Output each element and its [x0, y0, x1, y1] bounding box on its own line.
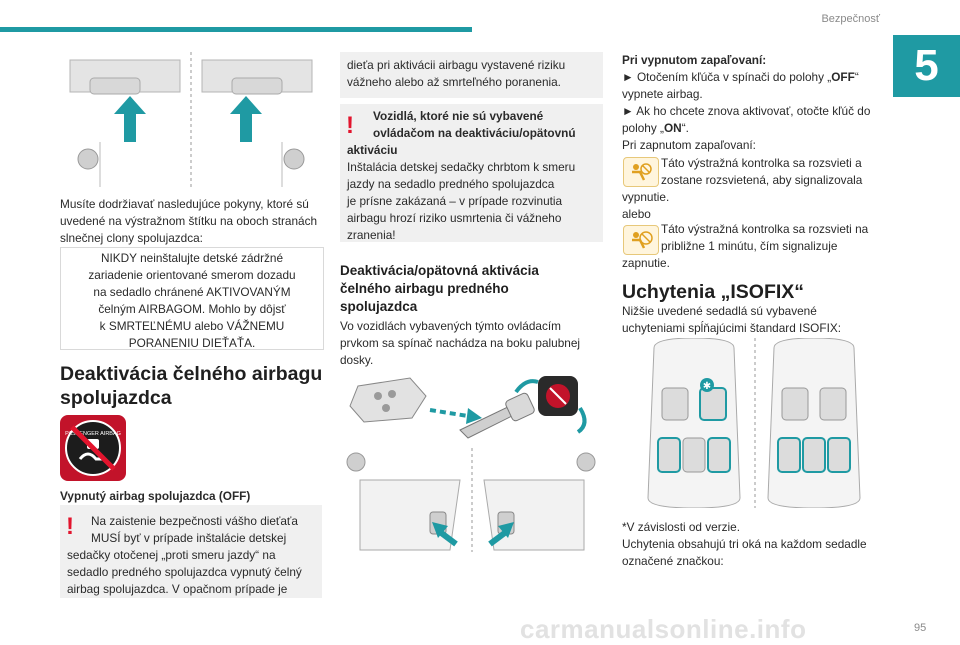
warning-title-line: Vozidlá, ktoré nie sú vybavené [373, 109, 544, 123]
svg-text:✱: ✱ [702, 381, 712, 392]
airbag-on-warning-lamp-icon [623, 225, 659, 255]
section-title: Bezpečnosť [821, 13, 880, 25]
on-position-label: ON [663, 121, 682, 135]
intro-line: Nižšie uvedené sedadlá sú vybavené [622, 304, 817, 318]
watermark: carmanualsonline.info [520, 614, 807, 644]
closing-line: Uchytenia obsahujú tri oká na každom sedadle [622, 537, 867, 551]
airbag-icon-text: PASSENGER AIRBAG [65, 431, 121, 437]
isofix-heading: Uchytenia „ISOFIX“ [622, 281, 805, 303]
lamp1-line: zostane rozsvietená, aby signalizovala [661, 173, 863, 187]
warning-body-line: jazdy na sedadlo predného spolujazdca [347, 177, 555, 191]
warning-line: vážneho alebo až smrteľného poranenia. [347, 75, 561, 89]
label-line: zariadenie orientované smerom dozadu [88, 268, 296, 282]
text-run: “ [854, 70, 859, 84]
airbag-off-icon [60, 415, 126, 481]
footnote: *V závislosti od verzie. [622, 520, 741, 534]
warning-body-line: airbagu hrozí riziko usmrtenia či vážneho [347, 211, 562, 225]
warning-exclamation-icon: ! [66, 513, 74, 540]
heading-line: Deaktivácia čelného airbagu [60, 363, 323, 385]
off-position-label: OFF [831, 70, 855, 84]
body-line: dosky. [340, 353, 374, 367]
section-heading [60, 362, 335, 410]
header-accent-bar [0, 27, 472, 32]
warning-title-line: aktiváciu [347, 143, 398, 157]
page-number: 95 [914, 622, 927, 634]
lamp2-after: zapnutie. [622, 256, 670, 270]
warning-box-no-switch [340, 104, 603, 242]
warning-body-line: Inštalácia detskej sedačky chrbtom k smeru [347, 160, 576, 174]
label-line: NIKDY neinštalujte detské zádržné [100, 251, 284, 265]
on-step-line1: ► Ak ho chcete znova aktivovať, otočte kľúč do [622, 104, 871, 118]
heading-line: čelného airbagu predného [340, 281, 509, 296]
warning-line: dieťa pri aktivácii airbagu vystavené riziku [347, 58, 566, 72]
subsection-heading [340, 262, 605, 316]
warning-body-line: je prísne zakázaná – v prípade rozvinutia [347, 194, 563, 208]
body-line: Vo vozidlách vybavených týmto ovládacím [340, 319, 561, 333]
isofix-intro [622, 303, 892, 337]
on-step-line2 [622, 120, 689, 137]
warning-line: Na zaistenie bezpečnosti vášho dieťaťa [91, 514, 298, 528]
closing-text [622, 536, 892, 570]
lamp2-line: približne 1 minútu, čím signalizuje [661, 239, 838, 253]
text-run: polohy „ [622, 121, 664, 135]
warning-line: MUSÍ byť v prípade inštalácie detskej [91, 531, 287, 545]
heading-line: spolujazdca [60, 387, 172, 409]
warning-box-child-seat [60, 505, 322, 598]
warning-exclamation-icon: ! [346, 112, 354, 139]
chapter-number-tab: 5 [893, 35, 960, 97]
warning-line: sedadlo predného spolujazdca vypnutý čelný [67, 565, 302, 579]
warning-title-line: ovládačom na deaktiváciu/opätovnú [373, 126, 576, 140]
intro-line: uchyteniami spĺňajúcimi štandard ISOFIX: [622, 321, 841, 335]
warning-label-box [60, 247, 324, 350]
key-switch-illustration [340, 372, 603, 552]
closing-line: označené značkou: [622, 554, 724, 568]
lamp1-line: Táto výstražná kontrolka sa rozsvieti a [661, 156, 862, 170]
instructions-text: Musíte dodržiavať nasledujúce pokyny, ktoré sú uvedené na výstražnom štítku na oboch stranách slnečnej clony spolujazdca: [60, 197, 318, 245]
ignition-off-title: Pri vypnutom zapaľovaní: [622, 53, 767, 67]
warning-line: airbag spolujazdca. V opačnom prípade je [67, 582, 288, 596]
heading-line: Deaktivácia/opätovná aktivácia [340, 263, 539, 278]
body-line: prvkom sa spínač nachádza na boku palubnej [340, 336, 581, 350]
label-line: k SMRTEĽNÉMU alebo VÁŽNEMU [99, 319, 285, 333]
sun-visor-illustration [60, 52, 322, 187]
switch-location-text [340, 318, 605, 369]
off-step-line [622, 69, 892, 86]
text-run: ► Otočením kľúča v spínači do polohy „ [622, 70, 832, 84]
text-run: “. [681, 121, 689, 135]
airbag-off-warning-lamp-icon [623, 157, 659, 187]
lamp1-after: vypnutie. [622, 190, 670, 204]
ignition-on-title: Pri zapnutom zapaľovaní: [622, 138, 756, 152]
isofix-seats-illustration [640, 338, 870, 508]
airbag-off-label: Vypnutý airbag spolujazdca (OFF) [60, 489, 251, 503]
warning-line: sedačky otočenej „proti smeru jazdy“ na [67, 548, 276, 562]
or-text: alebo [622, 207, 651, 221]
label-line: na sedadlo chránené AKTIVOVANÝM [93, 285, 291, 299]
lamp2-line: Táto výstražná kontrolka sa rozsvieti na [661, 222, 869, 236]
warning-body-line: zranenia! [347, 228, 396, 242]
warning-box-continued [340, 52, 603, 98]
label-line: čelným AIRBAGOM. Mohlo by dôjsť [98, 302, 286, 316]
off-step-line2: vypnete airbag. [622, 87, 703, 101]
label-line: PORANENIU DIEŤAŤA. [128, 336, 256, 350]
heading-line: spolujazdca [340, 299, 418, 314]
